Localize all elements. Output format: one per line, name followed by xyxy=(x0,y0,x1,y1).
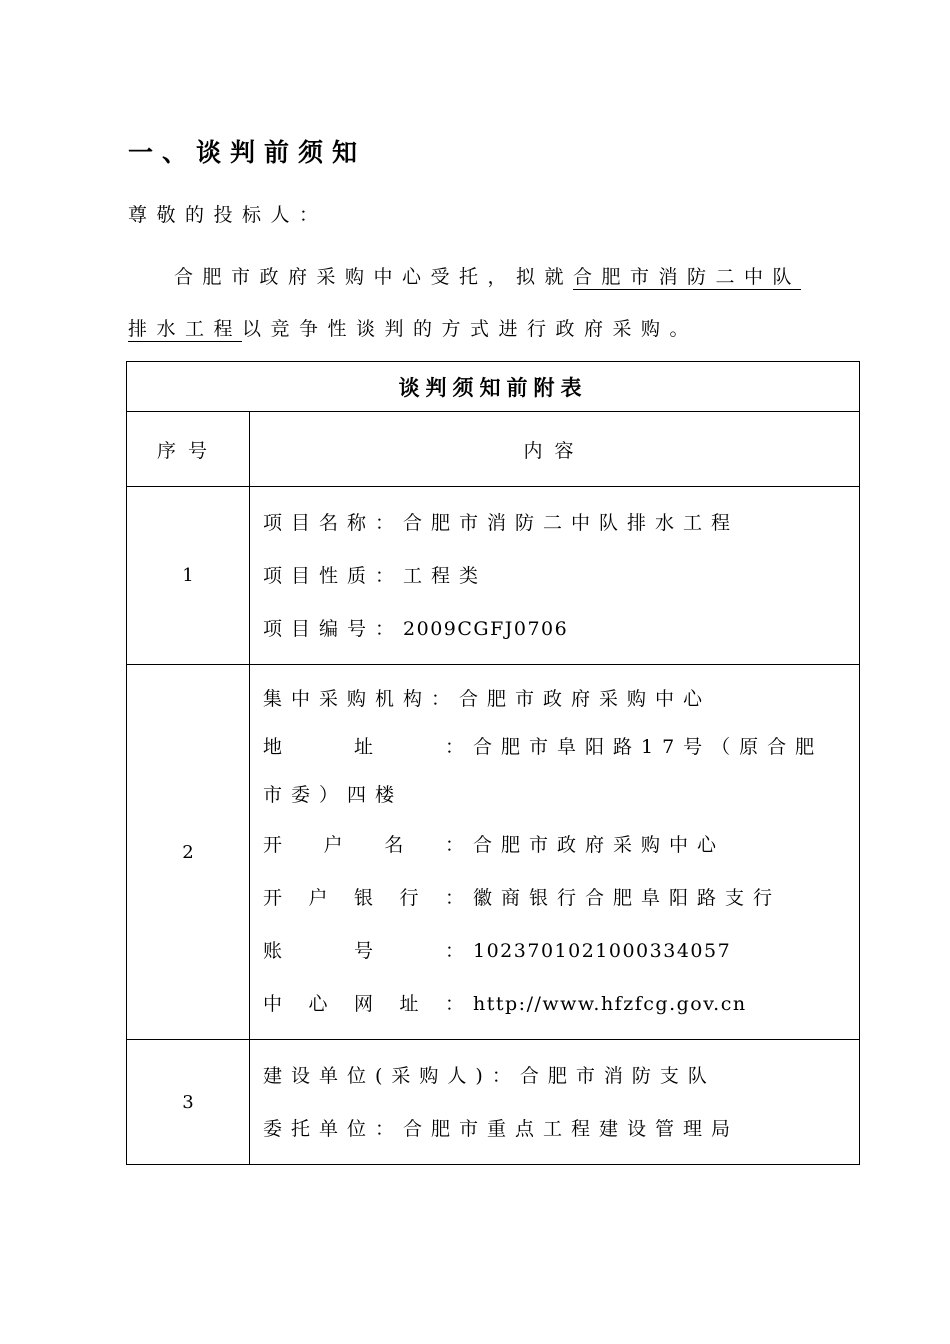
content-line xyxy=(263,675,847,723)
intro-line-2 xyxy=(128,314,698,341)
content-line xyxy=(263,497,847,550)
row-number: 3 xyxy=(127,1040,250,1165)
field-label: 开户名： xyxy=(263,834,473,856)
column-header-no: 序号 xyxy=(127,412,250,487)
field-label: 开户银行： xyxy=(263,887,473,909)
section-heading: 一、谈判前须知 xyxy=(128,138,367,167)
content-line xyxy=(263,872,847,925)
salutation: 尊敬的投标人： xyxy=(128,204,328,226)
field-value: 市委）四楼 xyxy=(263,784,404,806)
project-name-underlined-b: 排水工程 xyxy=(128,318,243,340)
row-number: 1 xyxy=(127,487,250,665)
field-label: 建设单位(采购人)： xyxy=(263,1065,520,1087)
field-value: 合肥市消防支队 xyxy=(519,1065,716,1087)
field-value: 1023701021000334057 xyxy=(473,940,732,962)
content-line xyxy=(263,925,847,978)
field-label: 项目性质： xyxy=(263,565,404,587)
column-header-content: 内容 xyxy=(250,412,860,487)
field-label: 账号： xyxy=(263,940,473,962)
content-line xyxy=(263,1103,847,1156)
field-label: 项目编号： xyxy=(263,618,404,640)
field-label: 委托单位： xyxy=(263,1118,404,1140)
row-content xyxy=(250,665,860,1040)
field-value: 合肥市政府采购中心 xyxy=(473,834,726,856)
intro-part1: 合肥市政府采购中心受托，拟就 xyxy=(174,266,574,288)
content-line xyxy=(263,1050,847,1103)
table-row xyxy=(127,487,860,665)
field-value: 合肥市重点工程建设管理局 xyxy=(403,1118,740,1140)
intro-line-1 xyxy=(174,262,801,289)
row-content xyxy=(250,1040,860,1165)
content-line xyxy=(263,603,847,656)
table-title: 谈判须知前附表 xyxy=(127,362,860,412)
field-value: 工程类 xyxy=(403,565,488,587)
field-label: 中心网址： xyxy=(263,993,473,1015)
field-label: 集中采购机构： xyxy=(263,688,460,710)
intro-part2: 以竞争性谈判的方式进行政府采购。 xyxy=(242,318,699,340)
content-line xyxy=(263,723,847,771)
field-value: 合肥市政府采购中心 xyxy=(459,688,712,710)
field-label: 地址： xyxy=(263,736,473,758)
row-content xyxy=(250,487,860,665)
content-line xyxy=(263,978,847,1031)
content-line xyxy=(263,550,847,603)
field-label: 项目名称： xyxy=(263,512,404,534)
table-row xyxy=(127,665,860,1040)
field-value: 徽商银行合肥阜阳路支行 xyxy=(473,887,782,909)
table-row xyxy=(127,1040,860,1165)
project-name-underlined-a: 合肥市消防二中队 xyxy=(573,266,802,288)
content-line xyxy=(263,771,847,819)
row-number: 2 xyxy=(127,665,250,1040)
field-value: 合肥市阜阳路17号（原合肥 xyxy=(473,736,824,758)
content-line xyxy=(263,819,847,872)
website-link[interactable]: http://www.hfzfcg.gov.cn xyxy=(473,993,747,1015)
pre-table xyxy=(126,361,860,1165)
field-value: 合肥市消防二中队排水工程 xyxy=(403,512,740,534)
field-value: 2009CGFJ0706 xyxy=(403,618,569,640)
